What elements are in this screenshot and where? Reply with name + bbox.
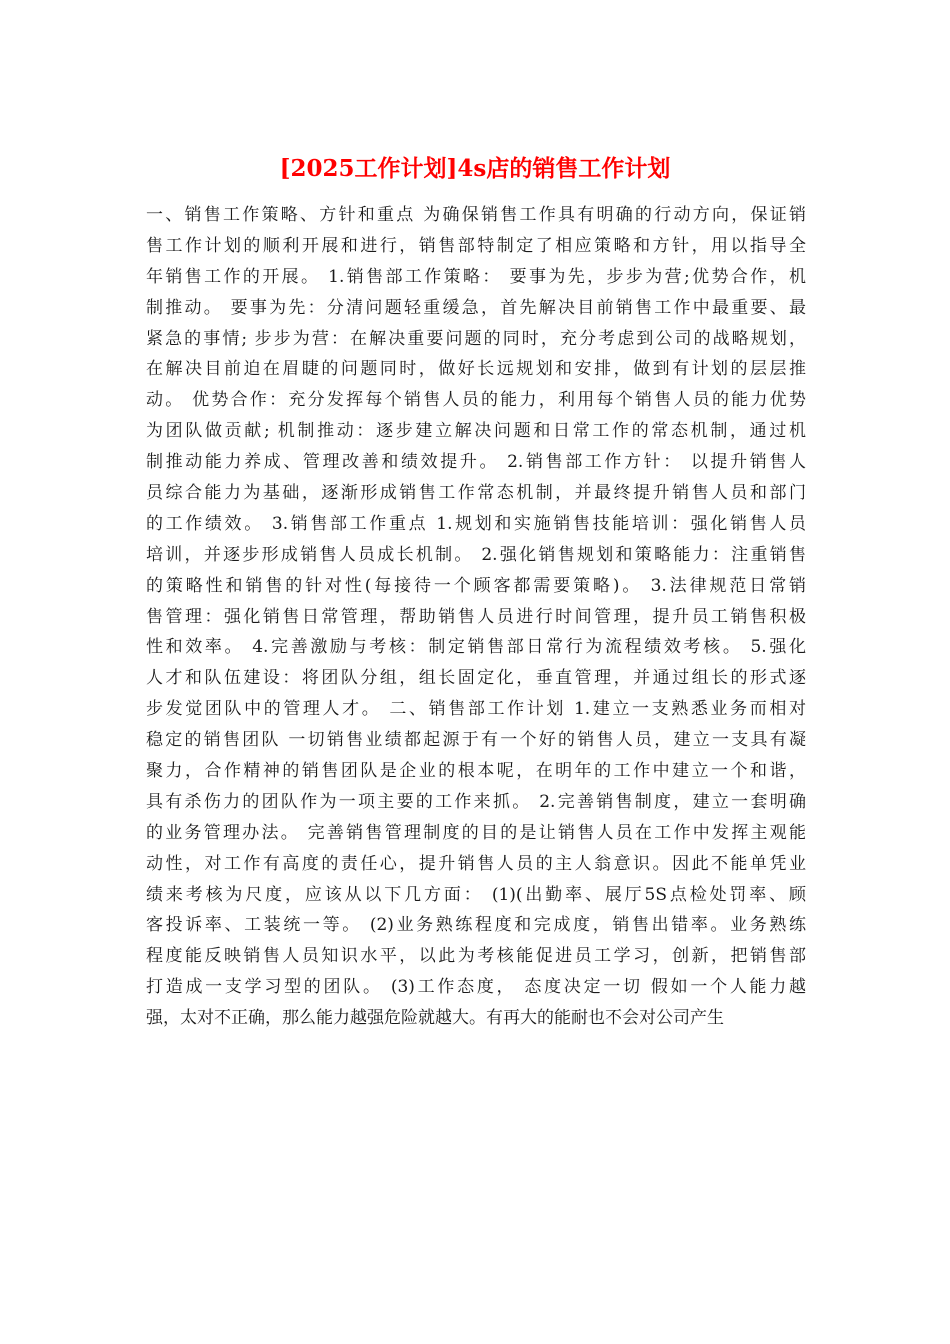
body-text-line: 售工作计划的顺利开展和进行，销售部特制定了相应策略和方针，用以指导全	[146, 235, 806, 256]
body-text-line: 动性，对工作有高度的责任心，提升销售人员的主人翁意识。因此不能单凭业	[146, 853, 806, 874]
body-text-line: 售管理：强化销售日常管理，帮助销售人员进行时间管理，提升员工销售积极	[146, 606, 806, 627]
body-text-line: 人才和队伍建设：将团队分组，组长固定化，垂直管理，并通过组长的形式逐	[146, 668, 806, 689]
body-text-line: 制推动。 要事为先：分清问题轻重缓急，首先解决目前销售工作中最重要、最	[146, 297, 806, 318]
body-text-line: 一、销售工作策略、方针和重点 为确保销售工作具有明确的行动方向，保证销	[146, 205, 806, 225]
document-title: [2025工作计划]4s店的销售工作计划	[279, 155, 671, 182]
body-text-line: 制推动能力养成、管理改善和绩效提升。 2.销售部工作方针： 以提升销售人	[146, 452, 806, 473]
body-text-line: 培训，并逐步形成销售人员成长机制。 2.强化销售规划和策略能力：注重销售	[146, 544, 806, 565]
body-text-line: 在解决目前迫在眉睫的问题同时，做好长远规划和安排，做到有计划的层层推	[146, 359, 806, 380]
body-text-line: 为团队做贡献; 机制推动：逐步建立解决问题和日常工作的常态机制，通过机	[146, 421, 806, 442]
body-text-line: 动。 优势合作：充分发挥每个销售人员的能力，利用每个销售人员的能力优势	[146, 390, 806, 411]
body-text-line: 聚力，合作精神的销售团队是企业的根本呢，在明年的工作中建立一个和谐，	[146, 761, 806, 782]
body-text-line: 具有杀伤力的团队作为一项主要的工作来抓。 2.完善销售制度，建立一套明确	[146, 791, 806, 812]
body-text-line: 的业务管理办法。 完善销售管理制度的目的是让销售人员在工作中发挥主观能	[146, 822, 806, 843]
body-text-line: 性和效率。 4.完善激励与考核：制定销售部日常行为流程绩效考核。 5.强化	[146, 637, 806, 658]
document-body	[146, 200, 806, 1034]
body-text-line: 的策略性和销售的针对性(每接待一个顾客都需要策略)。 3.法律规范日常销	[146, 575, 806, 596]
body-text-line: 员综合能力为基础，逐渐形成销售工作常态机制，并最终提升销售人员和部门	[146, 483, 806, 504]
body-text-line: 强，太对不正确，那么能力越强危险就越大。有再大的能耐也不会对公司产生	[146, 1008, 724, 1029]
body-text-line: 的工作绩效。 3.销售部工作重点 1.规划和实施销售技能培训：强化销售人员	[146, 513, 806, 534]
body-text-line: 客投诉率、工装统一等。 (2)业务熟练程度和完成度，销售出错率。业务熟练	[146, 915, 806, 936]
body-text-line: 年销售工作的开展。 1.销售部工作策略： 要事为先，步步为营;优势合作，机	[146, 266, 806, 287]
body-text-line: 步发觉团队中的管理人才。 二、销售部工作计划 1.建立一支熟悉业务而相对	[146, 699, 806, 720]
body-text-line: 打造成一支学习型的团队。 (3)工作态度， 态度决定一切 假如一个人能力越	[146, 977, 806, 998]
body-text-line: 程度能反映销售人员知识水平，以此为考核能促进员工学习，创新，把销售部	[146, 946, 806, 967]
body-text-line: 绩来考核为尺度，应该从以下几方面： (1)(出勤率、展厅5S点检处罚率、顾	[146, 884, 806, 905]
body-text-line: 稳定的销售团队 一切销售业绩都起源于有一个好的销售人员，建立一支具有凝	[146, 730, 806, 751]
body-text-line: 紧急的事情; 步步为营：在解决重要问题的同时，充分考虑到公司的战略规划，	[146, 328, 806, 349]
